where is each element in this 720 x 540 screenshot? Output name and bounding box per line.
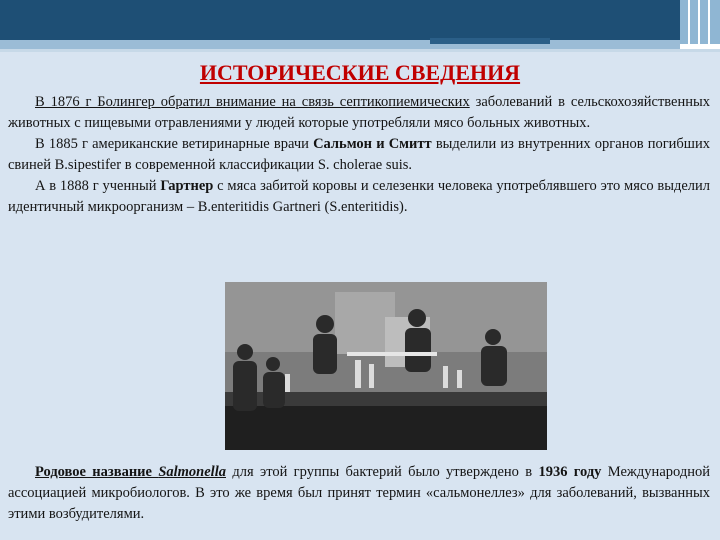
salmon-part2: выделили из внутренних органов погибших свиней B.sipestifer в современной классификации S. cholerae suis. <box>8 136 710 173</box>
gartner-name: Гартнер <box>160 178 214 194</box>
genus-name: Salmonella <box>158 464 226 480</box>
salmonella-year: 1936 году <box>538 464 602 480</box>
salmon-part1: В 1885 г американские ветиринарные врачи <box>35 136 314 152</box>
content-area <box>0 52 720 540</box>
history-text <box>8 92 710 218</box>
salmonella-text <box>8 462 710 525</box>
paragraph-bollinger <box>8 92 710 134</box>
paragraph-gartner <box>8 176 710 218</box>
lab-photo-drawing <box>225 282 547 450</box>
gartner-part1: А в 1888 г ученный <box>35 178 161 194</box>
top-banner <box>0 0 720 40</box>
bollinger-rest: заболеваний в сельскохозяйственных животных с пищевыми отравлениями у людей которые употребляли мясо больных животных. <box>8 94 710 131</box>
paragraph-salmonella <box>8 462 710 525</box>
historical-lab-photo <box>225 282 547 450</box>
salmonella-part1: для этой группы бактерий было утверждено в <box>226 464 539 480</box>
paragraph-salmon-smith <box>8 134 710 176</box>
salmonella-part2: Международной ассоциацией микробиологов. В это же время был принят термин «сальмонеллез» для заболеваний, вызванных этими возбудителями. <box>8 464 710 522</box>
banner-band <box>0 40 680 49</box>
gartner-part2: с мяса забитой коровы и селезенки человека употреблявшего это мясо выделил идентичный микроорганизм – B.enteritidis Gartneri (S.enteritidis). <box>8 178 711 215</box>
banner-tab-mark <box>430 38 550 44</box>
salmon-smith-names: Сальмон и Смитт <box>313 136 432 152</box>
banner-right-accent <box>680 0 720 44</box>
slide-title: ИСТОРИЧЕСКИЕ СВЕДЕНИЯ <box>199 60 521 85</box>
genus-label: Родовое название <box>35 464 159 480</box>
bollinger-underlined: В 1876 г Болингер обратил внимание на связь септикопиемических <box>35 94 470 110</box>
